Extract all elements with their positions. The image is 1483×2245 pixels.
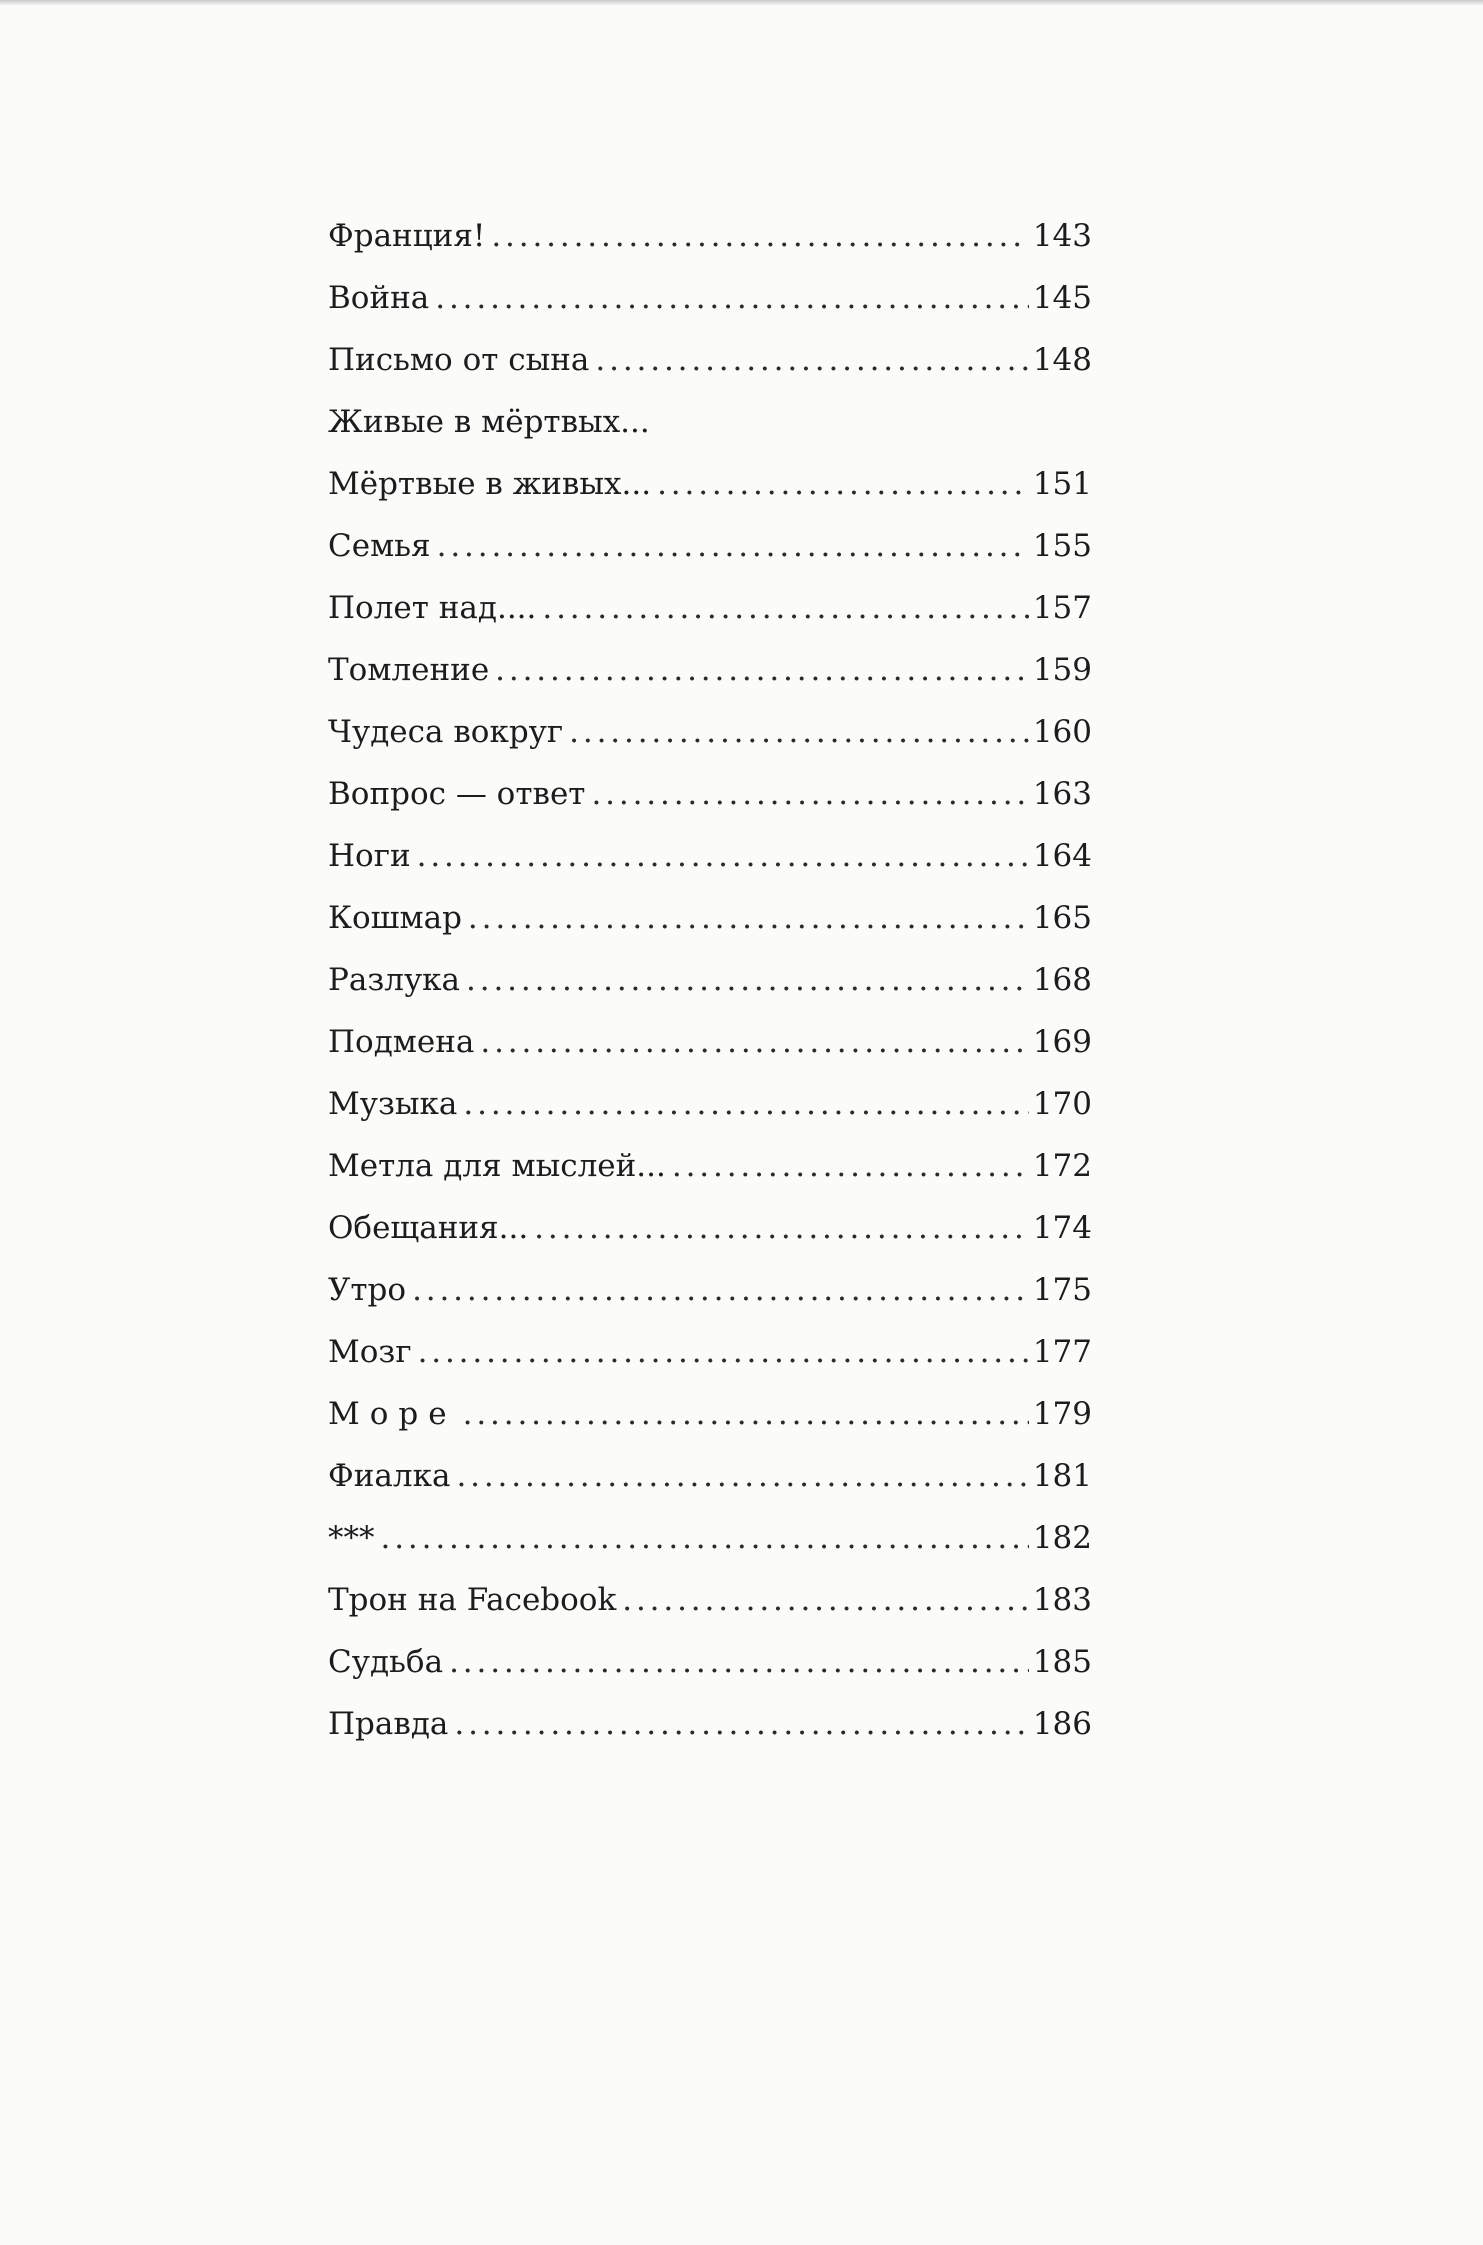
toc-entry: [328, 1507, 1092, 1569]
toc-entry: [328, 949, 1092, 1011]
toc-entry-page: 148: [1032, 342, 1092, 378]
toc-entry: [328, 1259, 1092, 1321]
dot-leader: [417, 825, 1029, 887]
toc-entry-page: 175: [1032, 1272, 1092, 1308]
toc-entry-page: 172: [1032, 1148, 1092, 1184]
toc-entry: [328, 515, 1092, 577]
toc-entry-page: 169: [1032, 1024, 1092, 1060]
toc-entry: [328, 825, 1092, 887]
toc-entry-title: Кошмар: [328, 900, 462, 936]
toc-entry-page: 181: [1032, 1458, 1092, 1494]
toc-entry-title: Метла для мыслей...: [328, 1148, 666, 1184]
toc-entry-page: 160: [1032, 714, 1092, 750]
toc-entry: [328, 329, 1092, 391]
toc-entry-page: 170: [1032, 1086, 1092, 1122]
toc-entry-page: 145: [1032, 280, 1092, 316]
toc-entry: [328, 639, 1092, 701]
toc-entry-title: Мозг: [328, 1334, 412, 1370]
toc-entry-title: Письмо от сына: [328, 342, 590, 378]
toc-entry: [328, 1011, 1092, 1073]
toc-entry: [328, 763, 1092, 825]
toc-entry-page: 159: [1032, 652, 1092, 688]
toc-entry-page: 143: [1032, 218, 1092, 254]
toc-entry: [328, 391, 1092, 515]
toc-entry-title: Франция!: [328, 218, 486, 254]
dot-leader: [449, 1631, 1029, 1693]
toc-entry-page: 157: [1032, 590, 1092, 626]
dot-leader: [456, 1445, 1028, 1507]
toc-entry-title: Музыка: [328, 1086, 458, 1122]
toc-entry: [328, 1197, 1092, 1259]
page-top-edge: [0, 0, 1483, 6]
dot-leader: [468, 887, 1029, 949]
toc-entry-page: 151: [1032, 466, 1092, 502]
dot-leader: [454, 1693, 1028, 1755]
dot-leader: [435, 267, 1029, 329]
toc-entry: [328, 1693, 1092, 1755]
toc-entry-title: Мёртвые в живых...: [328, 466, 652, 502]
toc-entry: [328, 1445, 1092, 1507]
toc-entry-page: 185: [1032, 1644, 1092, 1680]
toc-entry-title: Томление: [328, 652, 490, 688]
toc-entry-title: Семья: [328, 528, 431, 564]
dot-leader: [657, 453, 1029, 515]
toc-entry: [328, 1631, 1092, 1693]
toc-entry-title: Судьба: [328, 1644, 444, 1680]
toc-entry-title: Правда: [328, 1706, 449, 1742]
dot-leader: [418, 1321, 1029, 1383]
dot-leader: [622, 1569, 1029, 1631]
toc-entry-page: 186: [1032, 1706, 1092, 1742]
dot-leader: [437, 515, 1029, 577]
toc-entry-title: Утро: [328, 1272, 407, 1308]
toc-entry: [328, 1135, 1092, 1197]
dot-leader: [591, 763, 1028, 825]
toc-entry: [328, 1569, 1092, 1631]
toc-entry: [328, 267, 1092, 329]
toc-entry-page: 179: [1032, 1396, 1092, 1432]
toc-entry-page: 155: [1032, 528, 1092, 564]
dot-leader: [569, 701, 1029, 763]
dot-leader: [480, 1011, 1028, 1073]
dot-leader: [542, 577, 1028, 639]
dot-leader: [412, 1259, 1029, 1321]
toc-entry-title-line1: Живые в мёртвых...: [328, 404, 650, 440]
dot-leader: [466, 949, 1029, 1011]
toc-entry-title: Разлука: [328, 962, 461, 998]
toc-entry-page: 168: [1032, 962, 1092, 998]
toc-entry-title: Подмена: [328, 1024, 475, 1060]
dot-leader: [463, 1383, 1029, 1445]
toc-entry: [328, 205, 1092, 267]
dot-leader: [463, 1073, 1028, 1135]
toc-entry-page: 163: [1032, 776, 1092, 812]
toc-entry-title: ***: [328, 1520, 375, 1556]
toc-entry: [328, 1321, 1092, 1383]
dot-leader: [534, 1197, 1029, 1259]
dot-leader: [381, 1507, 1029, 1569]
toc-entry: [328, 1073, 1092, 1135]
dot-leader: [491, 205, 1028, 267]
toc-entry-title: Полет над....: [328, 590, 537, 626]
toc-entry: [328, 701, 1092, 763]
toc-entry-title: Фиалка: [328, 1458, 451, 1494]
toc-entry-title: Ноги: [328, 838, 411, 874]
toc-entry-title: Война: [328, 280, 430, 316]
toc-entry-page: 165: [1032, 900, 1092, 936]
dot-leader: [495, 639, 1029, 701]
toc-entry-title: Море: [328, 1396, 457, 1432]
toc-entry-page: 177: [1032, 1334, 1092, 1370]
toc-entry-title: Вопрос — ответ: [328, 776, 586, 812]
toc-entry-title: Трон на Facebook: [328, 1582, 617, 1618]
toc-entry-title: Чудеса вокруг: [328, 714, 564, 750]
toc-entry: [328, 577, 1092, 639]
toc-entry-page: 164: [1032, 838, 1092, 874]
toc-entry-title: Обещания...: [328, 1210, 529, 1246]
dot-leader: [672, 1135, 1029, 1197]
table-of-contents: [328, 205, 1092, 1755]
dot-leader: [595, 329, 1028, 391]
toc-entry-page: 174: [1032, 1210, 1092, 1246]
toc-entry-page: 183: [1032, 1582, 1092, 1618]
toc-entry: [328, 1383, 1092, 1445]
toc-entry-page: 182: [1032, 1520, 1092, 1556]
toc-entry: [328, 887, 1092, 949]
